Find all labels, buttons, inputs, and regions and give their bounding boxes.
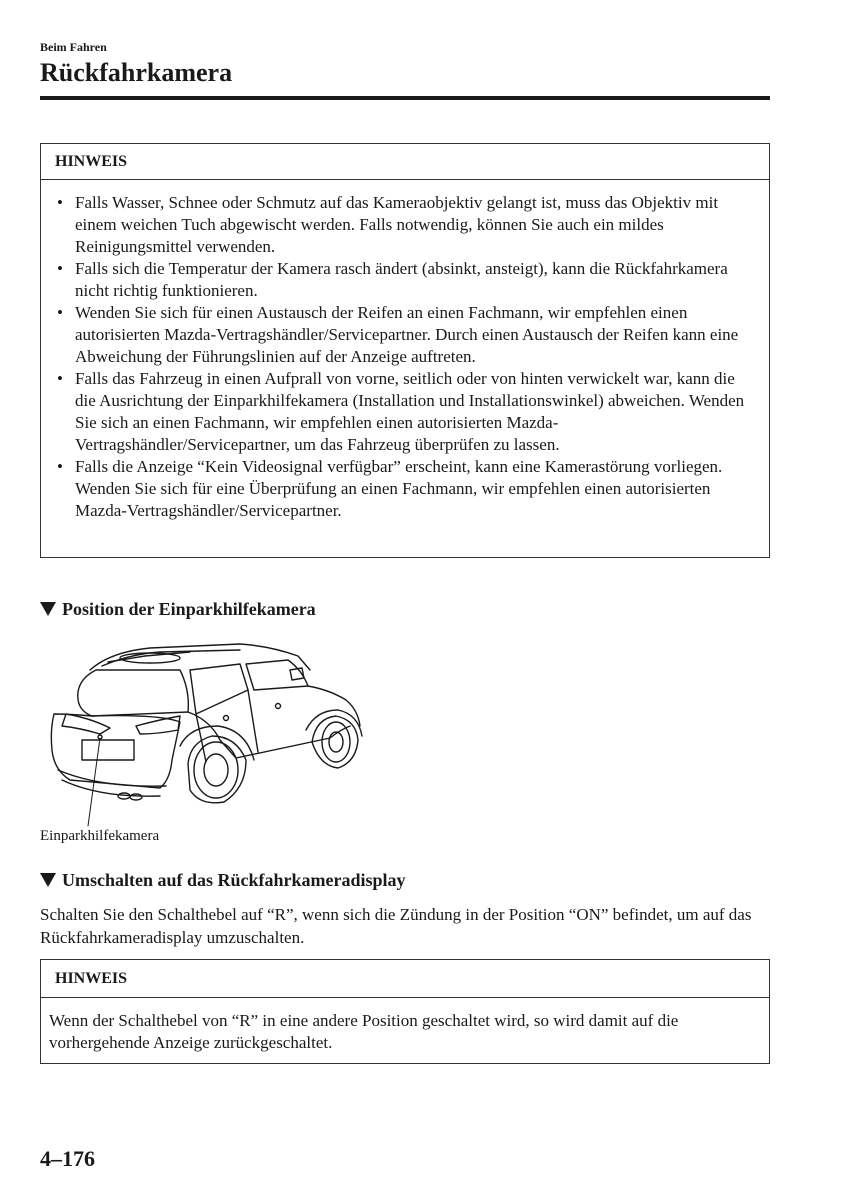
hinweis-heading: HINWEIS [41,960,769,998]
hinweis-heading: HINWEIS [41,144,769,180]
list-item-text: Falls sich die Temperatur der Kamera rasch ändert (absinkt, ansteigt), kann die Rückfahrkamera nicht richtig funktionieren. [75,259,728,300]
list-item [55,456,755,522]
hinweis-body: Wenn der Schalthebel von “R” in eine andere Position geschaltet wird, so wird damit auf die vorhergehende Anzeige zurückgeschaltet. [49,1011,679,1052]
page-title: Rückfahrkamera [40,58,233,87]
list-item [55,302,755,368]
hinweis-body [41,180,769,522]
car-rear-illustration [40,630,370,830]
triangle-marker-icon [40,602,56,616]
list-item [55,368,755,456]
list-item-text: Falls Wasser, Schnee oder Schmutz auf das Kameraobjektiv gelangt ist, muss das Objektiv mit einem weichen Tuch abgewischt werden. Falls notwendig, können Sie auch ein mildes Reinigungsmittel verwenden. [75,193,719,256]
figure-caption: Einparkhilfekamera [40,828,160,844]
hinweis-bullet-list [55,192,755,522]
bullet-icon: • [57,193,63,212]
list-item-text: Wenden Sie sich für einen Austausch der Reifen an einen Fachmann, wir empfehlen einen autorisierten Mazda-Vertragshändler/Servicepartner. Durch einen Austausch der Reifen kann eine Abweichung der Führungslinien auf der Anzeige auftreten. [75,303,739,366]
body-paragraph: Schalten Sie den Schalthebel auf “R”, wenn sich die Zündung in der Position “ON” befindet, um auf das Rückfahrkameradisplay umzuschalten. [40,905,752,947]
list-item [55,192,755,258]
section-heading-camera-position [40,597,316,621]
bullet-icon: • [57,369,63,388]
title-rule [40,96,770,100]
bullet-icon: • [57,303,63,322]
triangle-marker-icon [40,873,56,887]
section-heading-text: Position der Einparkhilfekamera [62,599,316,619]
list-item [55,258,755,302]
hinweis-box-2 [40,959,770,1064]
section-heading-switch-display [40,868,406,892]
hinweis-box-1 [40,143,770,558]
list-item-text: Falls das Fahrzeug in einen Aufprall von vorne, seitlich oder von hinten verwickelt war, kann die die Ausrichtung der Einparkhilfekamera (Installation und Installationswinkel) abweichen. Wenden Sie sich an einen Fachmann, wir empfehlen einen autorisierten Mazda-Vertragshändler/Servicepartner, um das Fahrzeug überprüfen zu lassen. [75,369,745,454]
section-heading-text: Umschalten auf das Rückfahrkameradisplay [62,870,406,890]
bullet-icon: • [57,259,63,278]
page-number: 4–176 [40,1146,95,1171]
section-label: Beim Fahren [40,40,107,54]
list-item-text: Falls die Anzeige “Kein Videosignal verfügbar” erscheint, kann eine Kamerastörung vorliegen. Wenden Sie sich für eine Überprüfung an einen Fachmann, wir empfehlen einen autorisierten Mazda-Vertragshändler/Servicepartner. [75,457,723,520]
bullet-icon: • [57,457,63,476]
